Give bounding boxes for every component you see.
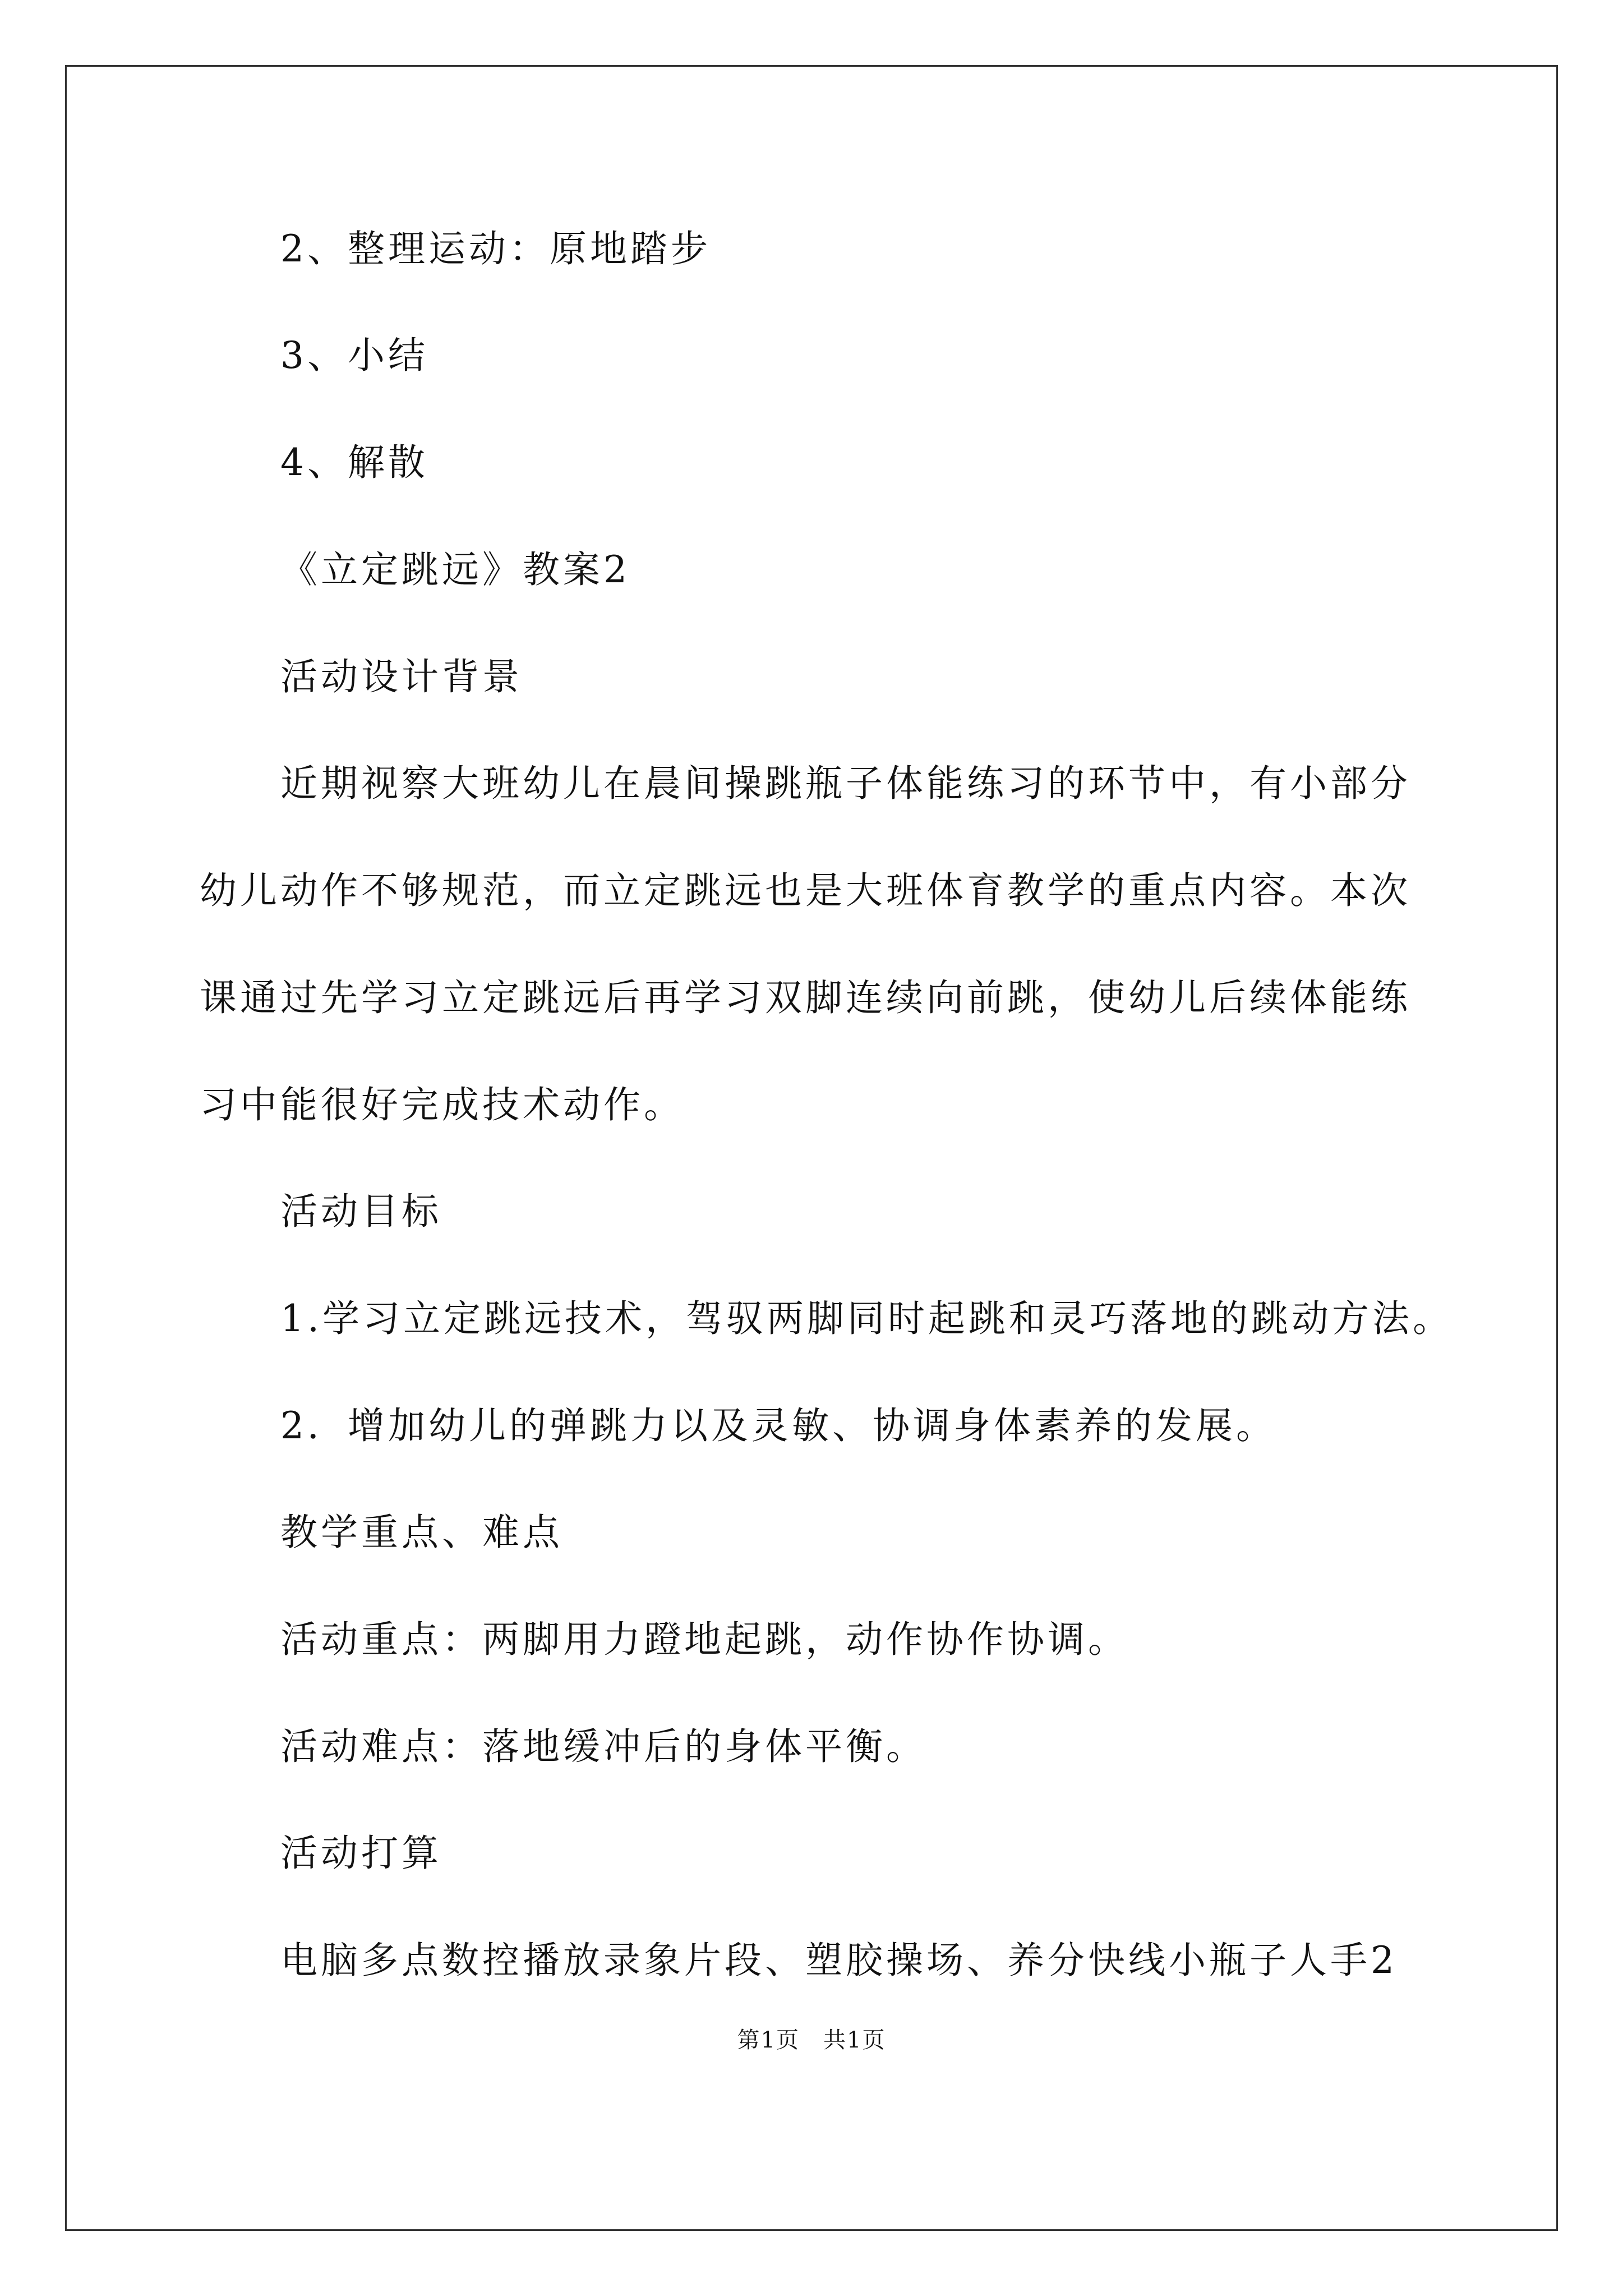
- section-heading: 活动目标: [280, 1190, 442, 1233]
- text-line: 2．增加幼儿的弹跳力以及灵敏、协调身体素养的发展。: [280, 1404, 1276, 1447]
- text-line: 近期视察大班幼儿在晨间操跳瓶子体能练习的环节中，有小部分: [280, 762, 1411, 805]
- text-line: 课通过先学习立定跳远后再学习双脚连续向前跳，使幼儿后续体能练: [200, 976, 1411, 1019]
- text-line: 电脑多点数控播放录象片段、塑胶操场、养分快线小瓶子人手2: [280, 1939, 1398, 1982]
- text-line: 活动重点：两脚用力蹬地起跳，动作协作协调。: [280, 1618, 1128, 1661]
- page-footer: 第1页 共1页: [737, 2027, 886, 2053]
- text-line: 1.学习立定跳远技术，驾驭两脚同时起跳和灵巧落地的跳动方法。: [280, 1297, 1453, 1340]
- text-line: 3、小结: [280, 334, 428, 377]
- text-line: 活动难点：落地缓冲后的身体平衡。: [280, 1725, 926, 1768]
- section-heading: 活动打算: [280, 1832, 442, 1875]
- section-heading: 教学重点、难点: [280, 1511, 563, 1554]
- page-border: [65, 65, 1558, 2231]
- section-heading: 活动设计背景: [280, 655, 523, 698]
- text-line: 4、解散: [280, 441, 428, 484]
- text-line: 习中能很好完成技术动作。: [200, 1083, 684, 1126]
- text-line: 幼儿动作不够规范，而立定跳远也是大班体育教学的重点内容。本次: [200, 869, 1411, 912]
- text-line: 2、整理运动：原地踏步: [280, 227, 711, 270]
- section-title: 《立定跳远》教案2: [280, 548, 630, 591]
